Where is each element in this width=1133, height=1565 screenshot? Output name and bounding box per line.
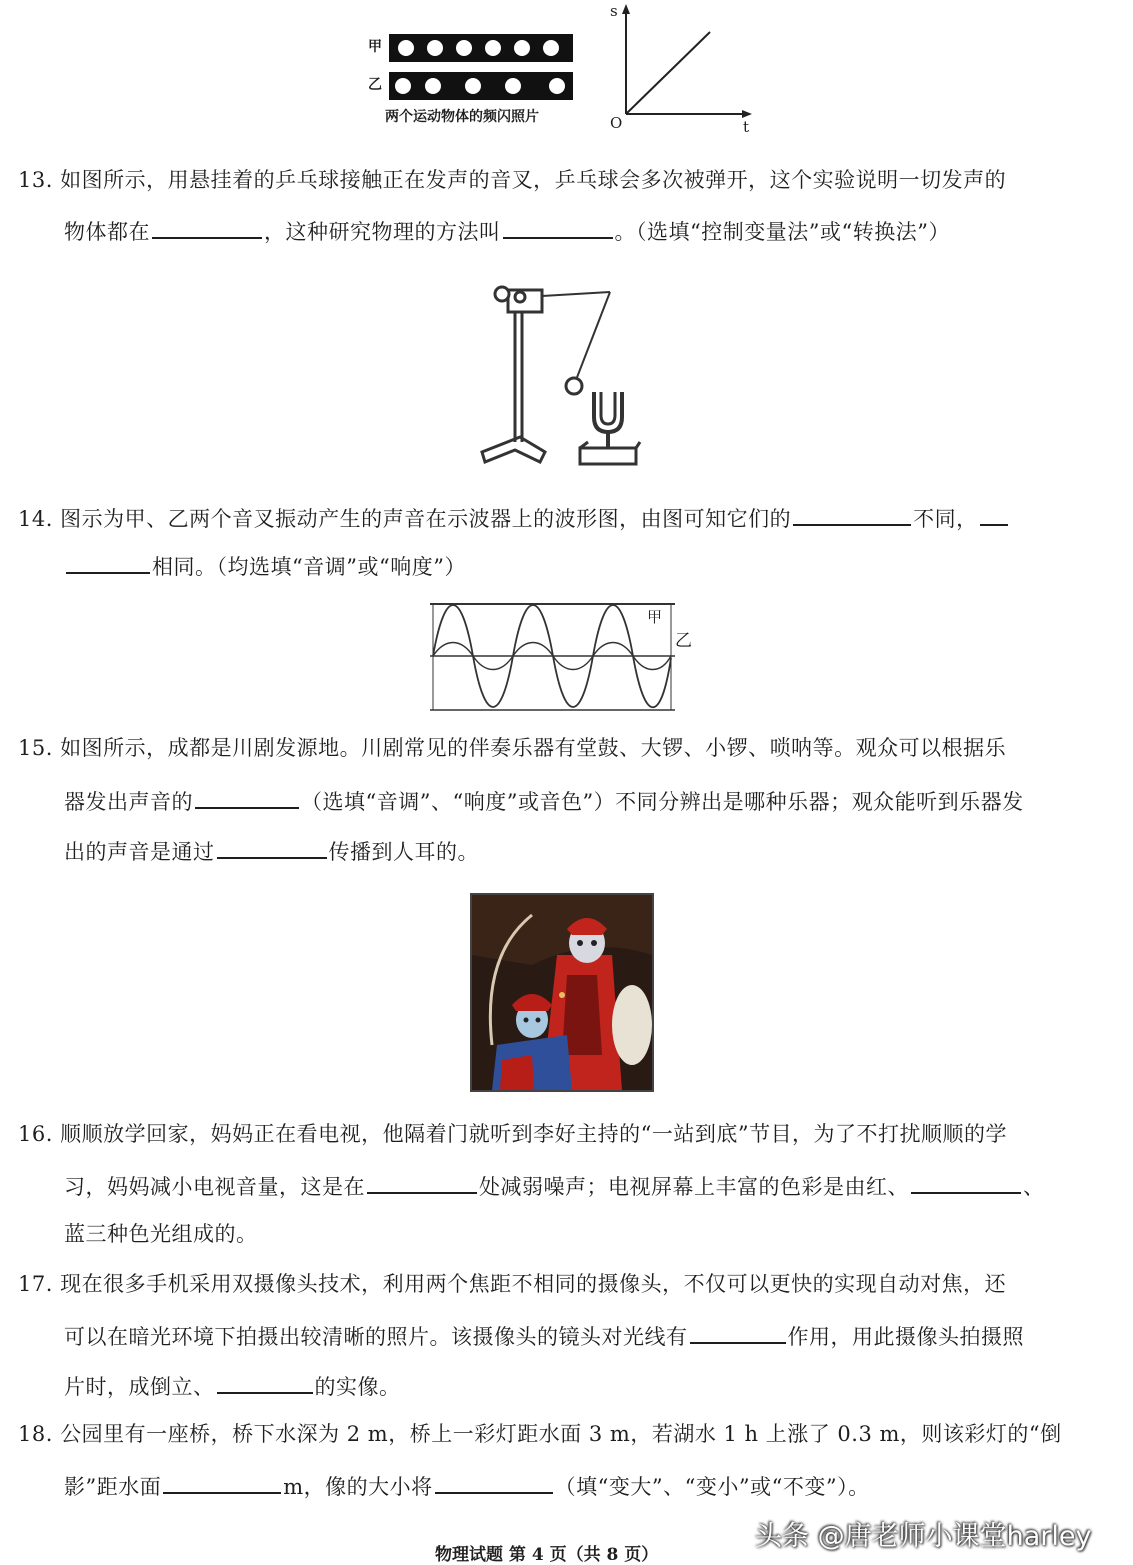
q18-text2b: m，像的大小将: [283, 1475, 433, 1499]
st-graph: [600, 2, 760, 137]
q16-text2b: 处减弱噪声；电视屏幕上丰富的色彩是由红、: [479, 1175, 909, 1199]
strobe-strip-jia: [389, 34, 573, 62]
q14-line1: [18, 502, 1010, 533]
tuning-fork-drawing: [470, 272, 650, 472]
q17-text2b: 作用，用此摄像头拍摄照: [787, 1325, 1024, 1349]
q14-text1a: 图示为甲、乙两个音叉振动产生的声音在示波器上的波形图，由图可知它们的: [60, 507, 792, 531]
q15-line1: [18, 734, 1006, 762]
q16-number: 16.: [18, 1122, 53, 1146]
row-label-jia: 甲: [368, 39, 382, 55]
q17-text1: 现在很多手机采用双摄像头技术，利用两个焦距不相同的摄像头，不仅可以更快的实现自动对焦，还: [60, 1272, 1007, 1296]
q13-text1: 如图所示，用悬挂着的乒乓球接触正在发声的音叉，乒乓球会多次被弹开，这个实验说明一切发声的: [60, 168, 1007, 192]
opera-performers-illustration: [472, 895, 652, 1090]
q18-text2a: 影”距水面: [64, 1475, 162, 1499]
q13-text2c: 。（选填“控制变量法”或“转换法”）: [614, 220, 950, 244]
q16-line1: [18, 1120, 1007, 1148]
q18-number: 18.: [18, 1422, 53, 1446]
q17-blank2[interactable]: [217, 1370, 313, 1394]
q15-text3a: 出的声音是通过: [64, 840, 215, 864]
q18-line1: [18, 1420, 1062, 1448]
page-footer: 物理试题 第 4 页（共 8 页）: [435, 1545, 659, 1565]
q14-blank2-start[interactable]: [980, 502, 1008, 526]
q13-blank1[interactable]: [152, 215, 262, 239]
q16-line3: [64, 1220, 258, 1248]
watermark: 头条 @唐老师小课堂harley: [755, 1521, 1092, 1552]
st-graph-axes: [600, 2, 760, 137]
q15-line3: [64, 835, 479, 866]
q17-text3a: 片时，成倒立、: [64, 1375, 215, 1399]
wave-label-jia: 甲: [647, 608, 663, 626]
q15-blank2[interactable]: [217, 835, 327, 859]
q14-blank2-end[interactable]: [66, 550, 150, 574]
q14-number: 14.: [18, 507, 53, 531]
q15-text2a: 器发出声音的: [64, 790, 193, 814]
q14-text2b: 相同。（均选填“音调”或“响度”）: [152, 555, 466, 579]
wave-label-yi: 乙: [675, 631, 692, 651]
q18-blank1[interactable]: [163, 1470, 281, 1494]
q17-line3: [64, 1370, 401, 1401]
q14-text1b: 不同，: [913, 507, 978, 531]
q17-line2: [64, 1320, 1024, 1351]
strobe-strip-yi: [389, 72, 573, 100]
q18-blank2[interactable]: [435, 1470, 553, 1494]
q17-line1: [18, 1270, 1006, 1298]
axis-label-t: t: [743, 118, 750, 136]
q14-blank1[interactable]: [793, 502, 911, 526]
q17-text2a: 可以在暗光环境下拍摄出较清晰的照片。该摄像头的镜头对光线有: [64, 1325, 688, 1349]
q16-text1: 顺顺放学回家，妈妈正在看电视，他隔着门就听到李好主持的“一站到底”节目，为了不打扰顺顺的学: [60, 1122, 1008, 1146]
q13-text2a: 物体都在: [64, 220, 150, 244]
waveform-figure: [425, 598, 695, 716]
q18-text1: 公园里有一座桥，桥下水深为 2 m，桥上一彩灯距水面 3 m，若湖水 1 h 上涨了 0.3 m，则该彩灯的“倒: [60, 1422, 1062, 1446]
strobe-figure: [365, 28, 585, 128]
q15-line2: [64, 785, 1024, 816]
q13-text2b: ，这种研究物理的方法叫: [264, 220, 501, 244]
q16-blank1[interactable]: [367, 1170, 477, 1194]
axis-origin: O: [610, 114, 623, 132]
q16-blank2[interactable]: [911, 1170, 1021, 1194]
strobe-caption: 两个运动物体的频闪照片: [385, 109, 539, 125]
q15-text1: 如图所示，成都是川剧发源地。川剧常见的伴奏乐器有堂鼓、大锣、小锣、唢呐等。观众可以根据乐: [60, 736, 1007, 760]
tuning-fork-figure: [470, 272, 650, 472]
q17-number: 17.: [18, 1272, 53, 1296]
row-label-yi: 乙: [368, 77, 382, 93]
q17-text3b: 的实像。: [314, 1375, 401, 1399]
q13-line1: [18, 166, 1006, 194]
axis-label-s: s: [610, 2, 618, 20]
q17-blank1[interactable]: [690, 1320, 786, 1344]
q13-number: 13.: [18, 168, 53, 192]
q13-line2: [64, 215, 950, 246]
q16-text2a: 习，妈妈减小电视音量，这是在: [64, 1175, 365, 1199]
strobe-dots-yi: [389, 72, 573, 100]
sichuan-opera-photo: [470, 893, 654, 1092]
q18-line2: [64, 1470, 870, 1501]
q16-text2c: 、: [1023, 1175, 1045, 1199]
q15-text3b: 传播到人耳的。: [328, 840, 479, 864]
q15-text2b: （选填“音调”、“响度”或音色”）不同分辨出是哪种乐器；观众能听到乐器发: [301, 790, 1024, 814]
strobe-dots-jia: [389, 34, 573, 62]
q15-blank1[interactable]: [195, 785, 299, 809]
q16-line2: [64, 1170, 1045, 1201]
q14-line2: [64, 550, 466, 581]
q18-text2c: （填“变大”、“变小”或“不变”）。: [554, 1475, 870, 1499]
q16-text3: 蓝三种色光组成的。: [64, 1222, 258, 1246]
q13-blank2[interactable]: [503, 215, 613, 239]
q15-number: 15.: [18, 736, 53, 760]
